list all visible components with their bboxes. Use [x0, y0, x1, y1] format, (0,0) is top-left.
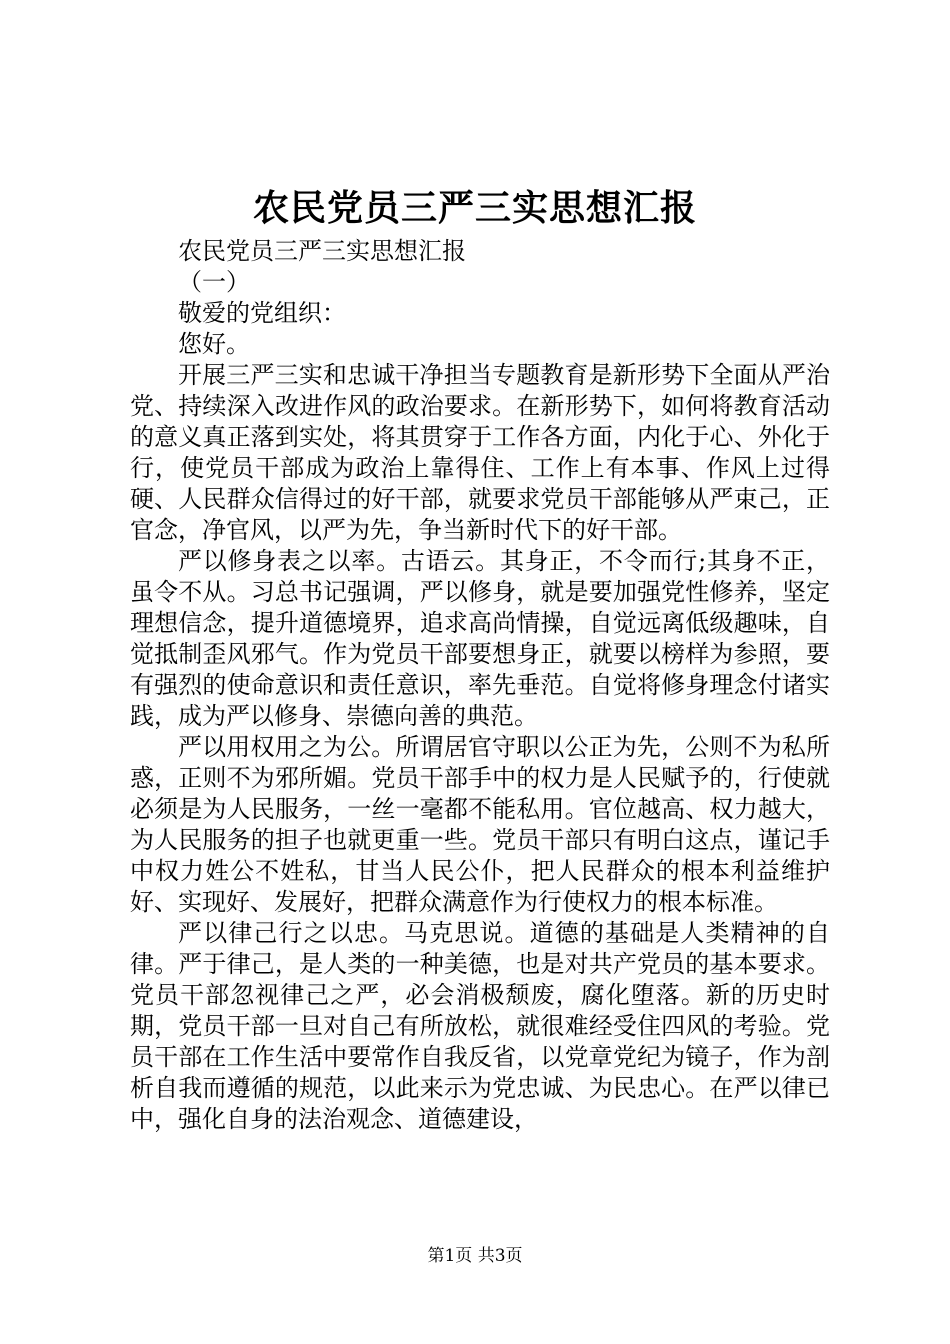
document-title: 农民党员三严三实思想汇报 — [252, 187, 697, 229]
greeting: 您好。 — [178, 330, 250, 358]
body-paragraph-intro: 开展三严三实和忠诚干净担当专题教育是新形势下全面从严治党、持续深入改进作风的政治要求。在新形势下，如何将教育活动的意义真正落到实处，将其贯穿于工作各方面，内化于心、外化于行，使党员干部成为政治上靠得住、工作上有本事、作风上过得硬、人民群众信得过的好干部，就要求党员干部能够从严束己，正官念，净官风，以严为先，争当新时代下的好干部。 — [130, 361, 830, 544]
body-paragraph-self-discipline: 严以律己行之以忠。马克思说。道德的基础是人类精神的自律。严于律己，是人类的一种美德，也是对共产党员的基本要求。党员干部忽视律己之严，必会消极颓废，腐化堕落。新的历史时期，党员干部一旦对自己有所放松，就很难经受住四风的考验。党员干部在工作生活中要常作自我反省，以党章党纪为镜子，作为剖析自我而遵循的规范，以此来示为党忠诚、为民忠心。在严以律已中，强化自身的法治观念、道德建设， — [130, 919, 830, 1133]
salutation: 敬爱的党组织： — [178, 299, 346, 327]
body-paragraph-self-cultivation: 严以修身表之以率。古语云。其身正，不令而行;其身不正，虽令不从。习总书记强调，严以修身，就是要加强党性修养，坚定理想信念，提升道德境界，追求高尚情操，自觉远离低级趣味，自觉抵制歪风邪气。作为党员干部要想身正，就要以榜样为参照，要有强烈的使命意识和责任意识，率先垂范。自觉将修身理念付诸实践，成为严以修身、崇德向善的典范。 — [130, 547, 830, 730]
section-number: （一） — [178, 268, 250, 296]
document-body — [130, 236, 830, 1135]
page-footer: 第1页 共3页 — [427, 1246, 523, 1266]
body-paragraph-use-of-power: 严以用权用之为公。所谓居官守职以公正为先，公则不为私所惑，正则不为邪所媚。党员干部手中的权力是人民赋予的，行使就必须是为人民服务，一丝一毫都不能私用。官位越高、权力越大，为人民服务的担子也就更重一些。党员干部只有明白这点，谨记手中权力姓公不姓私，甘当人民公仆，把人民群众的根本利益维护好、实现好、发展好，把群众满意作为行使权力的根本标准。 — [130, 733, 830, 916]
subtitle-paragraph: 农民党员三严三实思想汇报 — [178, 237, 466, 265]
